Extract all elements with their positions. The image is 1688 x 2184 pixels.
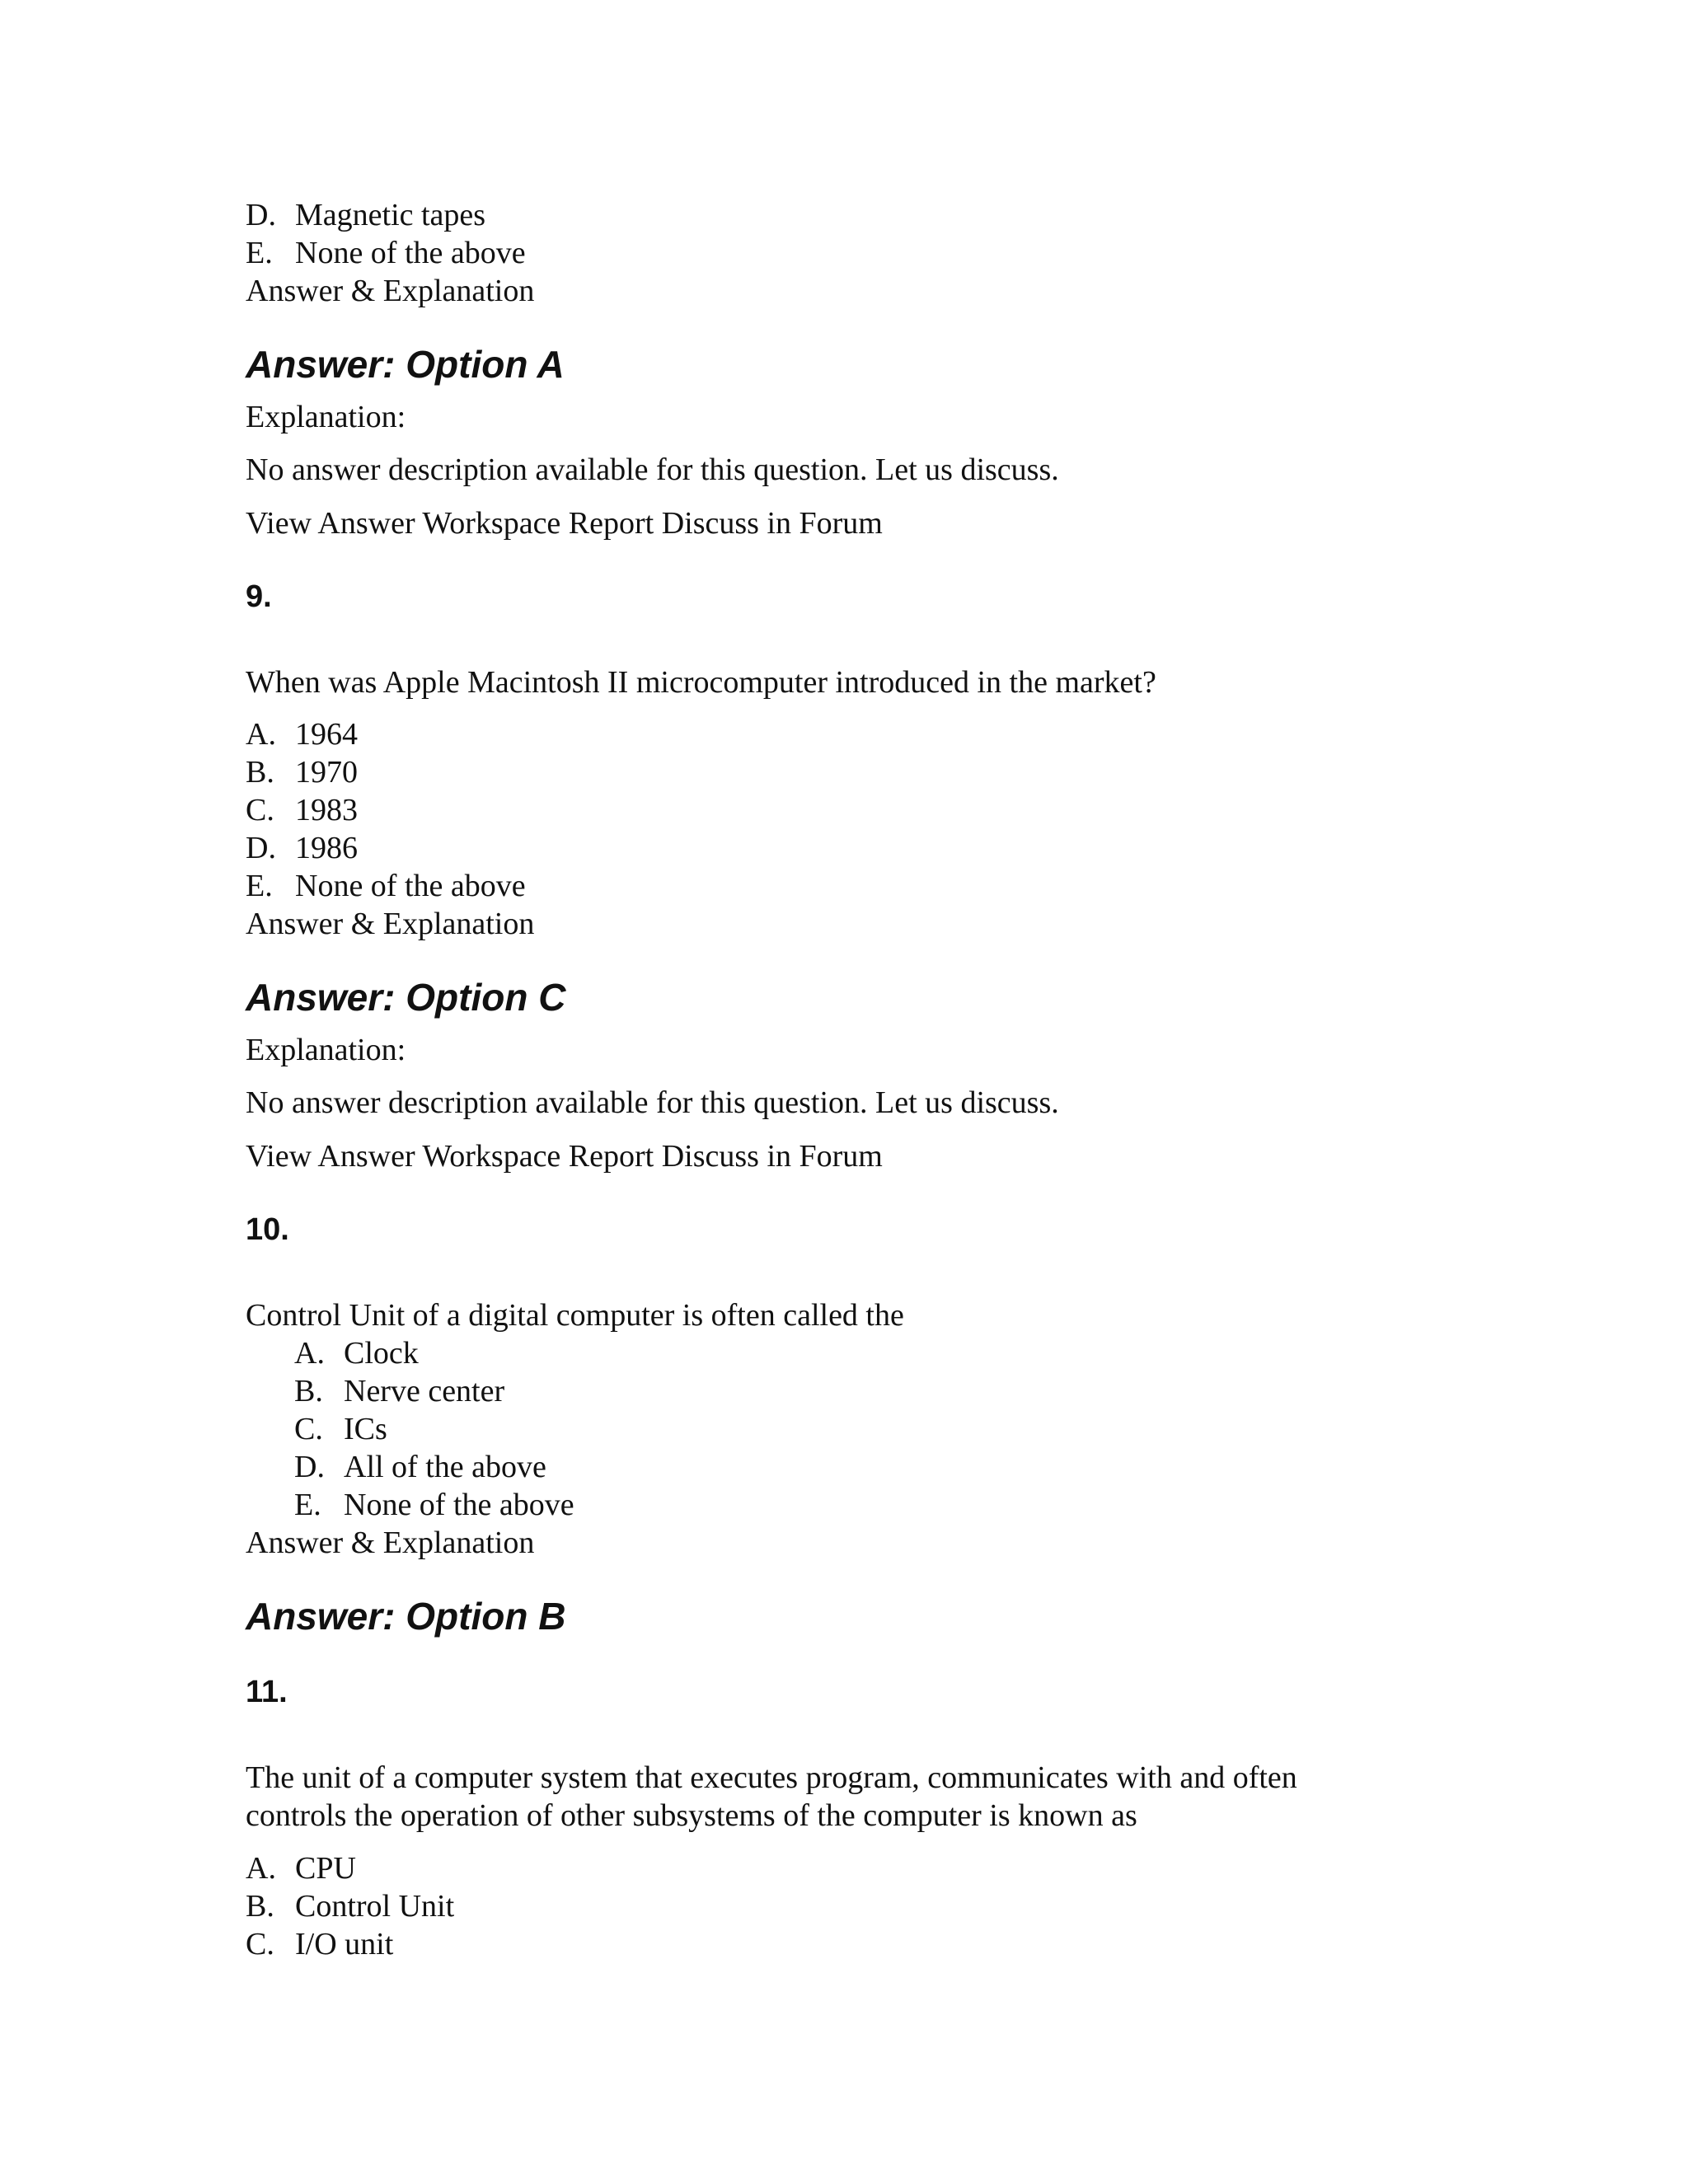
answer-heading: Answer: Option B (246, 1595, 566, 1638)
option-letter: A. (246, 717, 276, 752)
option-letter: D. (294, 1450, 325, 1484)
option-a (294, 1334, 419, 1372)
explanation-label: Explanation: (246, 1033, 406, 1067)
question-text-line-1: The unit of a computer system that executes program, communicates with and often (246, 1760, 1297, 1795)
option-letter: B. (246, 1889, 274, 1924)
option-e (246, 234, 526, 272)
question-text-line-2: controls the operation of other subsystems of the computer is known as (246, 1798, 1137, 1833)
option-letter: C. (246, 1927, 274, 1961)
option-text: Clock (344, 1336, 419, 1371)
answer-actions[interactable]: View Answer Workspace Report Discuss in Forum (246, 1139, 883, 1174)
option-letter: C. (294, 1412, 323, 1446)
option-letter: E. (246, 236, 273, 270)
option-text: 1964 (295, 717, 358, 752)
option-e (294, 1486, 574, 1524)
option-c (294, 1410, 387, 1448)
explanation-label: Explanation: (246, 400, 406, 434)
option-a (246, 715, 358, 753)
option-letter: B. (294, 1374, 323, 1408)
question-text: When was Apple Macintosh II microcomputer introduced in the market? (246, 665, 1156, 700)
option-text: Magnetic tapes (295, 198, 486, 232)
question-text: Control Unit of a digital computer is often called the (246, 1298, 904, 1333)
answer-explanation-link[interactable]: Answer & Explanation (246, 1526, 535, 1560)
option-b (246, 1887, 454, 1925)
option-text: None of the above (295, 236, 526, 270)
option-c (246, 1925, 393, 1963)
answer-explanation-link[interactable]: Answer & Explanation (246, 274, 535, 308)
option-letter: C. (246, 793, 274, 827)
option-text: 1970 (295, 755, 358, 790)
option-text: Control Unit (295, 1889, 455, 1924)
option-e (246, 867, 526, 905)
option-text: 1986 (295, 831, 358, 865)
option-d (246, 829, 358, 867)
option-text: None of the above (295, 869, 526, 903)
option-text: ICs (344, 1412, 387, 1446)
answer-actions[interactable]: View Answer Workspace Report Discuss in Forum (246, 506, 883, 541)
option-text: Nerve center (344, 1374, 505, 1408)
option-text: None of the above (344, 1488, 574, 1522)
option-letter: A. (246, 1851, 276, 1886)
option-letter: E. (294, 1488, 321, 1522)
answer-heading: Answer: Option C (246, 976, 566, 1019)
option-letter: D. (246, 198, 276, 232)
question-number: 11. (246, 1675, 288, 1709)
explanation-text: No answer description available for this question. Let us discuss. (246, 1085, 1059, 1120)
option-b (246, 753, 358, 791)
option-text: 1983 (295, 793, 358, 827)
option-text: All of the above (344, 1450, 546, 1484)
option-a (246, 1849, 356, 1887)
option-letter: D. (246, 831, 276, 865)
question-number: 10. (246, 1212, 289, 1247)
option-b (294, 1372, 504, 1410)
option-letter: A. (294, 1336, 325, 1371)
answer-heading: Answer: Option A (246, 343, 565, 386)
option-d (294, 1448, 546, 1486)
option-c (246, 791, 358, 829)
option-letter: E. (246, 869, 273, 903)
explanation-text: No answer description available for this question. Let us discuss. (246, 452, 1059, 487)
answer-explanation-link[interactable]: Answer & Explanation (246, 907, 535, 941)
option-text: I/O unit (295, 1927, 394, 1961)
question-number: 9. (246, 579, 272, 614)
option-d (246, 196, 485, 234)
option-letter: B. (246, 755, 274, 790)
option-text: CPU (295, 1851, 356, 1886)
